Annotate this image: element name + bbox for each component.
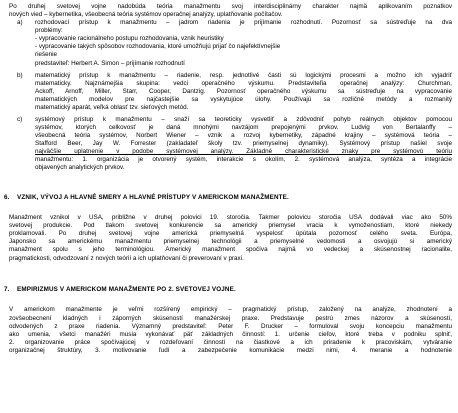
item-a-line-1: rozhodovací prístup k manažmentu – jadrom riadenia je prijímanie rozhodnutí. Pozornosť sa sústreďuje na dva (35, 19, 452, 26)
item-a-line-6: predstaviteľ: Herbert A. Simon – prijímanie rozhodnutí (35, 60, 185, 67)
section-6-line-5: manažment spolu s jeho terminológiou. Americký manažment spočíva najmä vo vedeckej a skúsenostnej racionalite, (9, 246, 452, 253)
section-6-line-6: pragmatickosti, odvodzovaní z nových teórií a ich uplatňovaní či preverovaní v praxi. (9, 255, 244, 262)
item-c-line-6: manažmentu: 1. organizácia je otvorený systém, interakcie s okolím, 2. systémová analýza, syntéza a integrácie (35, 156, 452, 163)
item-b-line-1: matematický prístup k manažmentu – riadenie, resp. jednotlivé časti sú logickými procesmi a možno ich vyjadriť (35, 72, 452, 79)
item-b-marker: b) (17, 72, 23, 79)
item-b-line-2: matematicky. Najznámejšia skupina: vedci operačného výskumu. Predstaviteľia operačnej analýzy: Churchman, (35, 80, 452, 87)
section-7-line-2: zovšeobecnení kladných i záporných skúseností manažérskej praxe. Predstavuje pestrú zmes názorov a skúseností, (9, 315, 452, 322)
section-6-title: VZNIK, VÝVOJ A HLAVNÉ SMERY A HLAVNÉ PRÍSTUPY V AMERICKOM MANAŽMENTE. (17, 194, 289, 201)
item-c-line-2: systémov, ktorých celkovosť je daná mnohými navzájom prepojenými prvkov. Ludvig von Bertalanffy – (35, 124, 452, 131)
item-c-line-1: systémový prístup k manažmentu – snaží sa teoreticky vysvetliť a zdôvodniť pohyb reálnych objektov pomocou (35, 116, 452, 123)
section-7-line-4: ako umenia, všetci manažéri musia vykonávať päť základných činností: 1. určenie cieľov, ktoré treba v podniku splniť, (9, 331, 452, 338)
item-a-line-3: - vypracovanie racionálneho postupu rozhodovania, vznik heuristiky (35, 35, 224, 42)
item-c-line-3: všeobecná teória systémov, Norbert Wiener – vznik a rozvoj kybernetiky, západné krajiny – systémová teória – (35, 132, 452, 139)
section-6-line-4: Japonsko sa americkému manažmentu priemyselnej technológii a priemyselné vedomosti a osvojujú si americký (9, 238, 452, 245)
intro-line-1: Po druhej svetovej vojne nadobúda teória manažmentu svoj interdisciplinárny charakter najmä aplikovaním poznatkov (9, 3, 452, 10)
section-7-line-3: odvodených z praxe riadenia. Významný predstaviteľ: Peter F. Drucker – formuloval svoju koncepciu manažmentu (9, 323, 452, 330)
section-7-line-6: organizačnej štruktúry, 3. motivovanie ľudí a zabezpečenie komunikácie medzi nimi, 4. meranie a hodnotenie (9, 347, 452, 354)
section-7-number: 7. (4, 286, 10, 293)
intro-line-2: nových vied – kybernetika, všeobecná teória systémov operačnej analýzy, uplatňovanie počítačov. (9, 11, 283, 18)
item-c-line-5 (35, 148, 452, 156)
section-6-number: 6. (4, 194, 10, 201)
item-c-underline: najväčšie uplatnenie v podobe systémovej analýzy. Základné charakteristické znaky pre systémovú teóriu (35, 148, 452, 155)
section-7-line-1: V americkom manažmente je veľmi rozšírený empirický – pragmatický prístup, založený na analýze, zhodnotení a (9, 306, 452, 313)
item-a-marker: a) (17, 19, 23, 26)
section-7-title: EMPIRIZMUS V AMERICKOM MANAŽMENTE PO 2. SVETOVEJ VOJNE. (17, 286, 236, 293)
item-c-line-7: objavených analytických prvkov. (35, 164, 125, 171)
section-6-line-2: svetovej produkcie. Pod tlakom svetovej konkurencie sa americký priemysel vracia k vymoženostiam, ktoré niekedy (9, 222, 452, 229)
section-7-line-5: 2. organizovanie práce spočívajúcej v rozdeľovaní činností na čiastkové a ich priradenie k pracoviskám, vytváranie (9, 339, 452, 346)
item-b-line-5: matematický aparát, veľká oblasť tzv. sieťových metód. (35, 104, 189, 111)
section-6-line-1: Manažment vznikol v USA, približne v druhej polovici 19. storočia. Takmer polovicu storočia USA dodávali viac ako 50% (9, 214, 452, 221)
item-a-line-4: - vypracovanie takých spôsobov rozhodovania, ktoré umožňujú prijať čo najefektívnejšie (35, 43, 281, 50)
item-c-line-4: Stafford Beer, Jay W. Forrester (zakladateľ školy tzv. priemyselnej dynamiky). Systémový prístup našiel svoje (35, 140, 452, 147)
item-a-line-2: problémy: (35, 27, 63, 34)
item-b-line-4: matematických modelov pre najčastejšie sa vyskytujúce úlohy. Používajú sa rozličné metódy a rozmanitý (35, 96, 452, 103)
section-6-line-3: proklamovali. Po druhej svetovej vojne americká priemyselná vyspelosť úpútala pozornosť celého sveta. Európa, (9, 230, 452, 237)
item-b-line-3: Ackoff, Arnoff, Miller, Starr, Cooper, Dantzig. Pozornosť operačného výskumu sa sústreďuje na vypracovanie (35, 88, 452, 95)
item-c-marker: c) (17, 116, 23, 123)
item-a-line-5: riešenie (35, 51, 58, 58)
